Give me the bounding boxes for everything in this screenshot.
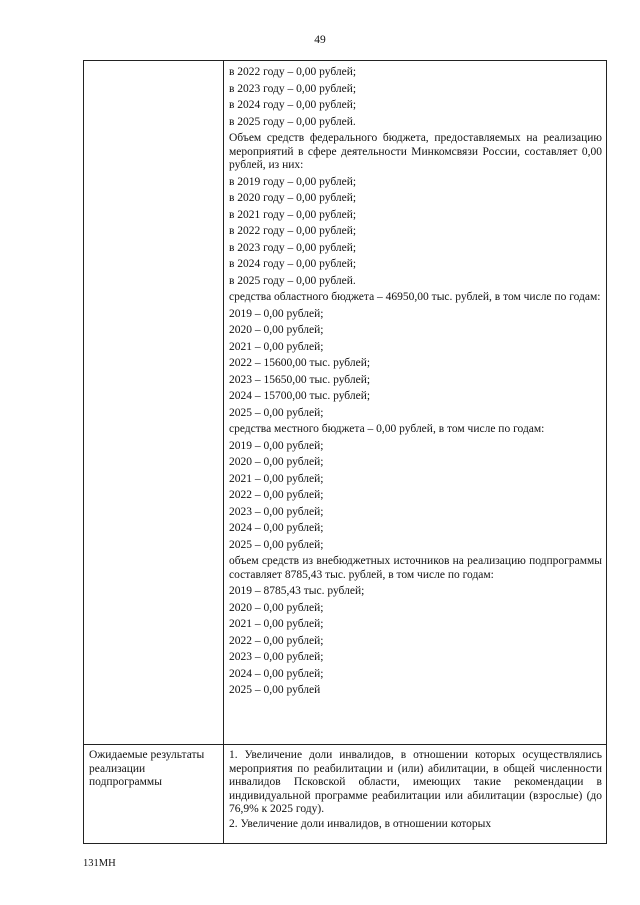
offbudget-lines (229, 583, 602, 699)
page-number: 49 (314, 34, 326, 46)
funding-line: 2025 – 0,00 рублей (229, 684, 321, 696)
funding-line: 2021 – 0,00 рублей; (229, 618, 324, 630)
funding-line: 2025 – 0,00 рублей; (229, 538, 324, 551)
funding-line: 2024 – 0,00 рублей; (229, 522, 324, 534)
results-label-cell (84, 745, 224, 844)
funding-value-cell (224, 61, 607, 745)
offbudget-intro: объем средств из внебюджетных источников на реализацию подпрограммы составляет 8785,43 тыс. рублей, в том числе по годам: (229, 555, 602, 581)
funding-line: 2020 – 0,00 рублей; (229, 456, 324, 468)
results-label: Ожидаемые результаты реализации подпрограммы (89, 749, 205, 788)
funding-line: в 2023 году – 0,00 рублей; (229, 82, 357, 95)
result-item-1: 1. Увеличение доли инвалидов, в отношении которых осуществлялись мероприятия по реабилитации и (или) абилитации, в общей численности инвалидов Псковской области, имеющих такие рекомендации в индивидуальной программе реабилитации или абилитации (взрослые) (до 76,9% к 2025 году). (229, 749, 602, 815)
funding-line: 2021 – 0,00 рублей; (229, 340, 324, 353)
funding-line: в 2023 году – 0,00 рублей; (229, 241, 357, 254)
federal-lines (229, 174, 602, 290)
funding-line: 2022 – 15600,00 тыс. рублей; (229, 357, 371, 369)
funding-line: в 2019 году – 0,00 рублей; (229, 175, 357, 188)
funding-line: 2024 – 0,00 рублей; (229, 667, 324, 680)
funding-line: 2019 – 0,00 рублей; (229, 307, 324, 320)
program-table (83, 60, 607, 844)
funding-line: в 2025 году – 0,00 рублей. (229, 115, 356, 128)
regional-intro: средства областного бюджета – 46950,00 тыс. рублей, в том числе по годам: (229, 291, 601, 303)
funding-line: в 2025 году – 0,00 рублей. (229, 274, 356, 287)
result-item-2: 2. Увеличение доли инвалидов, в отношении которых (229, 817, 492, 830)
funding-line: в 2020 году – 0,00 рублей; (229, 192, 357, 204)
funding-lines-a (229, 64, 602, 130)
funding-line: 2019 – 8785,43 тыс. рублей; (229, 585, 365, 597)
funding-label-cell (84, 61, 224, 745)
funding-line: в 2021 году – 0,00 рублей; (229, 208, 357, 221)
table-row-results (84, 745, 607, 844)
local-intro: средства местного бюджета – 0,00 рублей, в том числе по годам: (229, 423, 545, 435)
funding-line: 2021 – 0,00 рублей; (229, 472, 324, 485)
federal-intro: Объем средств федерального бюджета, предоставляемых на реализацию мероприятий в сфере деятельности Минкомсвязи России, составляет 0,00 рублей, из них: (229, 132, 602, 171)
document-code: 131МН (83, 858, 116, 869)
funding-line: 2020 – 0,00 рублей; (229, 324, 324, 336)
funding-line: 2023 – 15650,00 тыс. рублей; (229, 373, 371, 386)
funding-line: 2024 – 15700,00 тыс. рублей; (229, 390, 371, 402)
funding-line: в 2024 году – 0,00 рублей; (229, 99, 357, 111)
funding-line: 2023 – 0,00 рублей; (229, 651, 324, 663)
funding-line: 2022 – 0,00 рублей; (229, 489, 324, 501)
funding-line: 2022 – 0,00 рублей; (229, 634, 324, 647)
funding-line: в 2024 году – 0,00 рублей; (229, 258, 357, 270)
table-row-funding (84, 61, 607, 745)
funding-line: 2025 – 0,00 рублей; (229, 406, 324, 419)
funding-line: 2020 – 0,00 рублей; (229, 601, 324, 614)
regional-lines (229, 306, 602, 422)
funding-line: 2023 – 0,00 рублей; (229, 505, 324, 518)
funding-line: 2019 – 0,00 рублей; (229, 439, 324, 452)
funding-line: в 2022 году – 0,00 рублей; (229, 66, 357, 78)
funding-line: в 2022 году – 0,00 рублей; (229, 225, 357, 237)
local-lines (229, 438, 602, 554)
results-value-cell (224, 745, 607, 844)
